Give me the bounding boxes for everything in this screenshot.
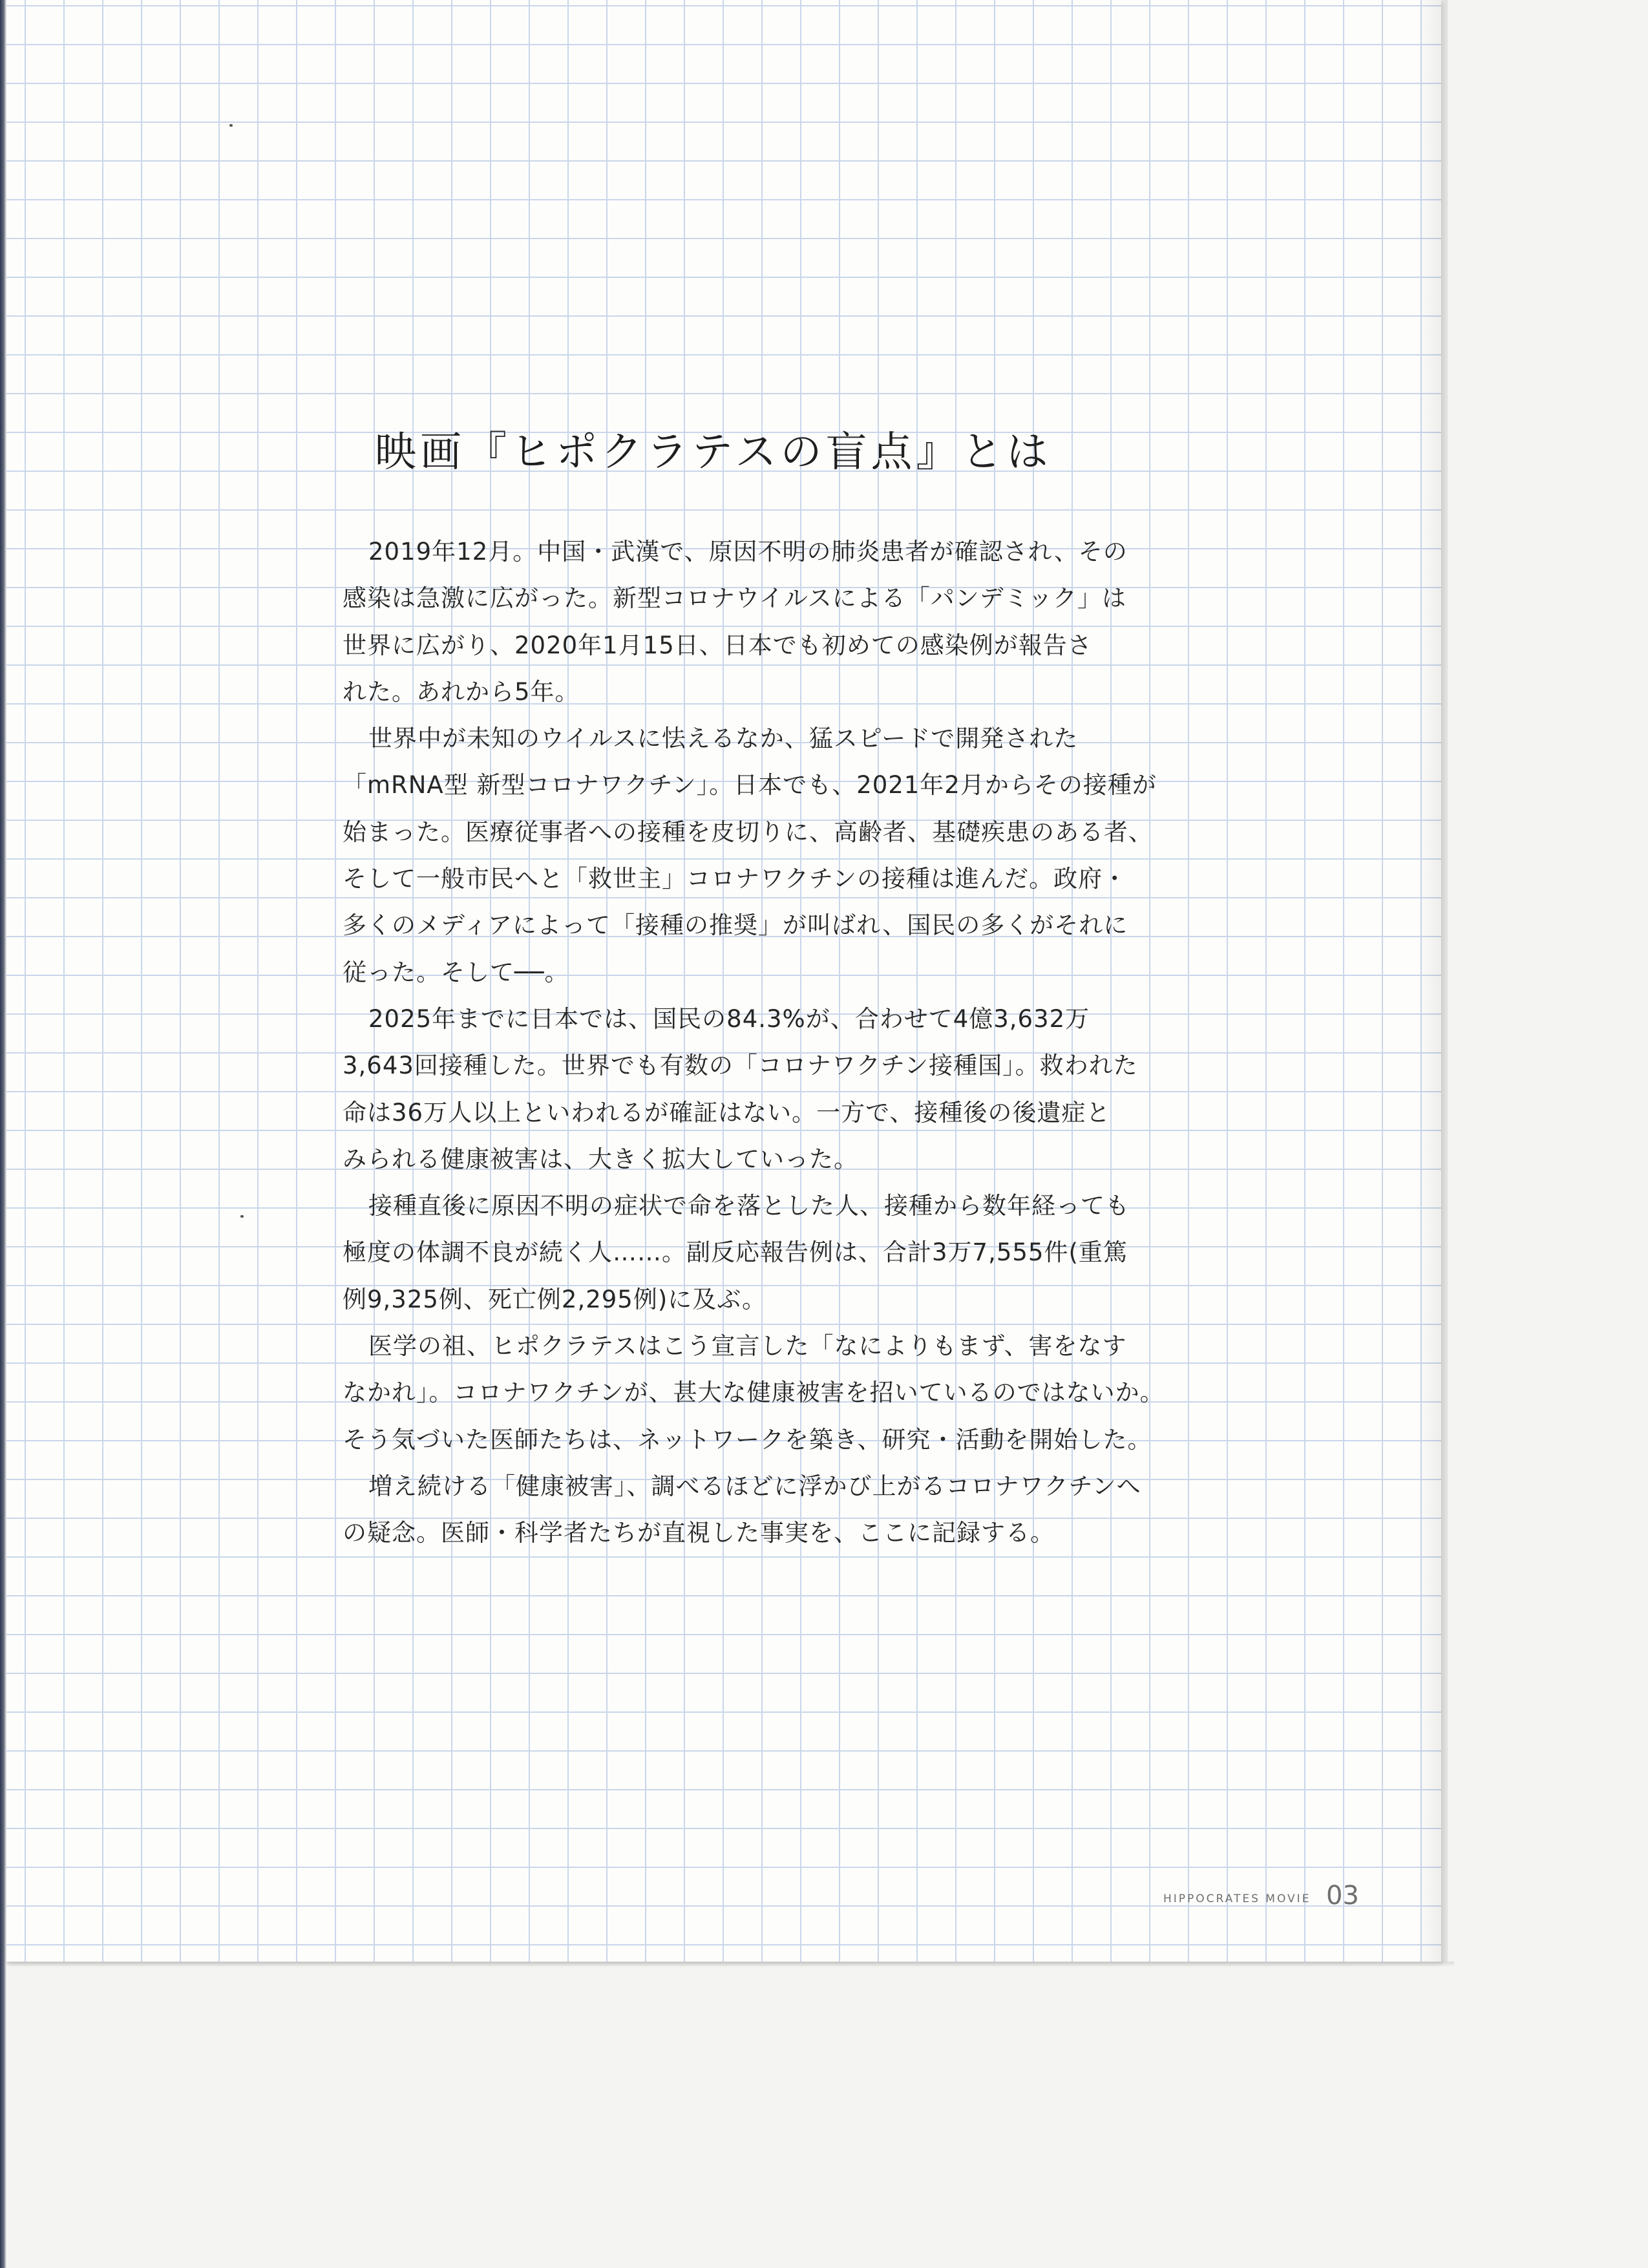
text-line: 世界に広がり、2020年1月15日、日本でも初めての感染例が報告さ xyxy=(343,631,1092,659)
text-line: なかれ」。コロナワクチンが、甚大な健康被害を招いているのではないか。 xyxy=(343,1379,1165,1407)
text-line: 感染は急激に広がった。新型コロナウイルスによる「パンデミック」は xyxy=(343,584,1127,613)
scan-speck xyxy=(240,1215,244,1218)
article-title: 映画『ヒポクラテスの盲点』とは xyxy=(375,429,1052,476)
text-line: 従った。そして──。 xyxy=(343,958,569,986)
paragraph-5 xyxy=(343,1323,1165,1463)
text-line: 始まった。医療従事者への接種を皮切りに、高齢者、基礎疾患のある者、 xyxy=(343,818,1153,846)
paragraph-3 xyxy=(343,996,1138,1183)
text-line: 3,643回接種した。世界でも有数の「コロナワクチン接種国」。救われた xyxy=(343,1052,1138,1080)
article-body xyxy=(343,529,1165,1557)
page-footer xyxy=(1163,1881,1370,1913)
text-line: そう気づいた医師たちは、ネットワークを築き、研究・活動を開始した。 xyxy=(343,1425,1152,1454)
paragraph-1 xyxy=(343,529,1128,715)
scan-speck xyxy=(229,124,233,127)
text-line: 接種直後に原因不明の症状で命を落とした人、接種から数年経っても xyxy=(368,1192,1130,1220)
text-line: 2019年12月。中国・武漢で、原因不明の肺炎患者が確認され、その xyxy=(368,538,1128,566)
page-bottom-edge xyxy=(6,1962,1454,1967)
text-line: 世界中が未知のウイルスに怯えるなか、猛スピードで開発された xyxy=(368,725,1079,753)
page-number: 03 xyxy=(1326,1881,1359,1911)
running-footer-label: HIPPOCRATES MOVIE xyxy=(1163,1892,1311,1905)
text-line: そして一般市民へと「救世主」コロナワクチンの接種は進んだ。政府・ xyxy=(343,865,1128,893)
text-line: 増え続ける「健康被害」、調べるほどに浮かび上がるコロナワクチンへ xyxy=(368,1472,1141,1500)
text-line: 医学の祖、ヒポクラテスはこう宣言した「なによりもまず、害をなす xyxy=(368,1332,1127,1361)
text-line: 極度の体調不良が続く人……。副反応報告例は、合計3万7,555件(重篤 xyxy=(343,1238,1128,1267)
text-line: みられる健康被害は、大きく拡大していった。 xyxy=(343,1145,858,1173)
text-line: 例9,325例、死亡例2,295例)に及ぶ。 xyxy=(343,1285,767,1313)
text-line: の疑念。医師・科学者たちが直視した事実を、ここに記録する。 xyxy=(343,1519,1055,1547)
paragraph-6 xyxy=(343,1463,1141,1557)
text-line: 2025年までに日本では、国民の84.3%が、合わせて4億3,632万 xyxy=(368,1004,1090,1033)
text-line: 「mRNA型 新型コロナワクチン」。日本でも、2021年2月からその接種が xyxy=(343,771,1157,800)
paragraph-2 xyxy=(343,715,1157,996)
text-line: 多くのメディアによって「接種の推奨」が叫ばれ、国民の多くがそれに xyxy=(343,911,1128,940)
page-edge-shadow xyxy=(1415,0,1448,1962)
scan-binding-edge xyxy=(0,0,6,2268)
text-line: 命は36万人以上といわれるが確証はない。一方で、接種後の後遺症と xyxy=(343,1098,1111,1127)
text-line: れた。あれから5年。 xyxy=(343,677,580,706)
paragraph-4 xyxy=(343,1183,1130,1323)
